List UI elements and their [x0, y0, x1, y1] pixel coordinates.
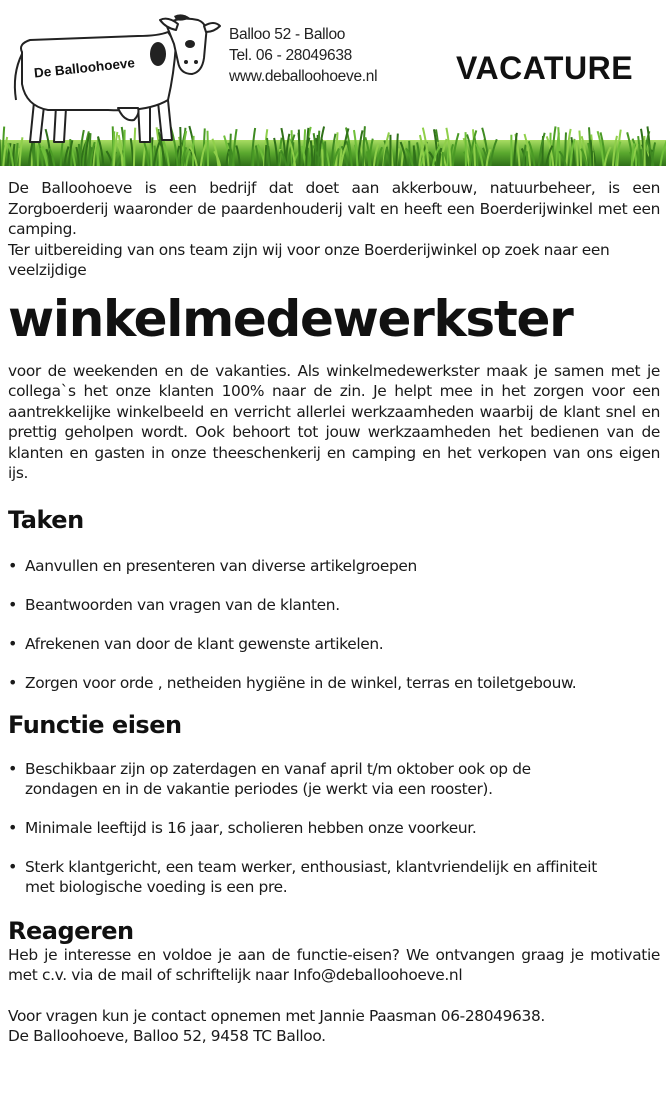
taken-heading: Taken: [8, 505, 84, 534]
intro-paragraph-1: De Balloohoeve is een bedrijf dat doet aan akkerbouw, natuurbeheer, is een Zorgboerderij waaronder de paardenhouderij valt en heeft een Boerderijwinkel met een camping.: [8, 179, 660, 238]
job-description: voor de weekenden en de vakanties. Als winkelmedewerkster maak je samen met je collega`s het onze klanten 100% naar de zin. Je helpt mee in het zorgen voor een aantrekkelijke winkelbeeld en verricht allerlei werkzaamheden waarbij de klant snel en prettig geholpen wordt. Ook behoort tot jouw werkzaamheden het bedienen van de klanten en gasten in onze theeschenkerij en camping en het verkopen van ons eigen ijs.: [8, 361, 660, 482]
taken-list: [8, 556, 660, 693]
list-item: • Minimale leeftijd is 16 jaar, scholieren hebben onze voorkeur.: [8, 818, 660, 838]
contact-footer: [8, 1006, 660, 1047]
website-link[interactable]: www.deballoohoeve.nl: [229, 68, 378, 85]
list-item: • Beantwoorden van vragen van de klanten.: [8, 595, 660, 615]
intro-paragraph-2: Ter uitbereiding van ons team zijn wij voor onze Boerderijwinkel op zoek naar een veelzijdige: [8, 240, 610, 279]
grass-blade: [414, 145, 415, 166]
functie-eisen-heading: Functie eisen: [8, 710, 182, 739]
list-item: • Zorgen voor orde , netheiden hygiëne in de winkel, terras en toiletgebouw.: [8, 673, 660, 693]
vacature-heading: VACATURE: [456, 50, 634, 86]
main-content: [8, 178, 660, 1047]
contact-info: [229, 24, 377, 87]
reageren-text: Heb je interesse en voldoe je aan de functie-eisen? We ontvangen graag je motivatie met c.v. via de mail of schriftelijk naar Info@deballoohoeve.nl: [8, 945, 660, 984]
grass-blade: [299, 130, 300, 166]
phone: Tel. 06 - 28049638: [229, 47, 353, 64]
list-item: • Sterk klantgericht, een team werker, enthousiast, klantvriendelijk en affiniteit met biologische voeding is een pre.: [8, 857, 660, 897]
list-item: • Beschikbaar zijn op zaterdagen en vanaf april t/m oktober ook op de zondagen en in de vakantie periodes (je werkt via een rooster).: [8, 759, 660, 799]
grass-blade: [397, 134, 398, 166]
contact-footer-line-2: De Balloohoeve, Balloo 52, 9458 TC Balloo.: [8, 1027, 326, 1045]
header: [0, 0, 666, 165]
address: Balloo 52 - Balloo: [229, 26, 346, 43]
list-item: • Afrekenen van door de klant gewenste artikelen.: [8, 634, 660, 654]
grass-blade: [279, 152, 280, 166]
reageren-heading: Reageren: [8, 916, 134, 945]
role-title: winkelmedewerkster: [8, 289, 573, 348]
cow-logo: [8, 14, 228, 154]
grass-blade: [265, 145, 266, 166]
list-item: • Aanvullen en presenteren van diverse artikelgroepen: [8, 556, 660, 576]
functie-eisen-list: [8, 759, 660, 897]
logo-text: De Balloohoeve: [33, 55, 136, 81]
contact-footer-line-1: Voor vragen kun je contact opnemen met Jannie Paasman 06-28049638.: [8, 1006, 545, 1025]
grass-blade: [336, 132, 337, 166]
